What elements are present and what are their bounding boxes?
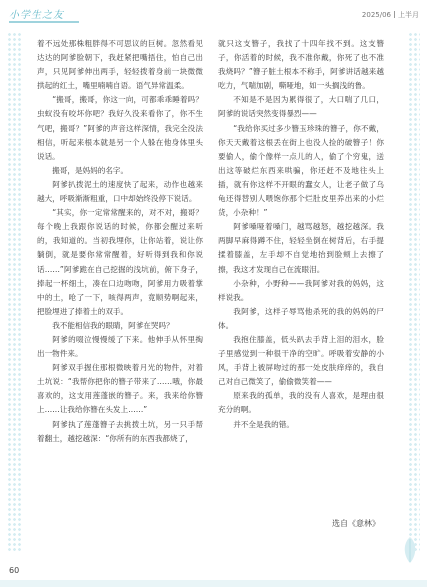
paragraph: “其实，你一定常常醒来的，对不对，搬哥？每个晚上我跟你说话的时候，你都会醒过来听的，我知道的。当初我埋你，让你站着，说让你躺倒，就是要你常常醒着，好听得到我和你说话……”阿爹跪在自己挖掘的浅坑前，俯下身子，捧起一杯细土，凑在口边吻吻，阿爹用力吸着掌中的土，呛了一下，咳得两声，竟顺势啊起来，把脸埋进了捧着土的双手。 xyxy=(37,208,203,316)
paragraph: 阿爹执了莲蓬簪子去挑拨土坑，另一只手帮着翻土，越挖越深：“你所有的东西我都烧了， xyxy=(37,419,203,443)
paragraph: 并不全是我的错。 xyxy=(233,419,294,429)
right-text-column xyxy=(218,37,384,432)
decorative-leaf-icon xyxy=(399,535,421,565)
paragraph: 原来我的孤单，我的没有人喜欢，是理由很充分的啊。 xyxy=(218,391,384,415)
paragraph: 小杂种，小野种——我阿爹对我的妈妈，这样说我。 xyxy=(218,278,384,302)
magazine-logo: 小学生之友 xyxy=(9,10,64,21)
paragraph: 阿爹扒拨泥土的速度快了起来，动作也越来越大，呼吸渐渐粗重，口中却始终没停下说话。 xyxy=(37,179,203,204)
paragraph: 着不远处那株粗胖得不可思议的巨树。忽然看见达达的阿爹脸朝下，我赶紧把嘴捂住，怕自己出声，只见阿爹伸出两手，轻轻拨着身前一块微微拱起的红土，嘴里喃喃自语。语气异常温柔。 xyxy=(37,39,203,91)
issue-half: 上半月 xyxy=(398,11,419,19)
paragraph: 阿爹双手握住那根微映着月光的物件，对着土坑说：“我帮你把你的簪子带来了……哦，你最喜欢的，这支用莲蓬嵌的簪子。来，我来给你簪上……让我给你簪在头发上……” xyxy=(37,363,203,415)
paragraph: 阿爹的啜泣慢慢缓了下来。他伸手从怀里掏出一物件来。 xyxy=(37,334,203,359)
page-number: 60 xyxy=(9,566,20,575)
paragraph: 不知是不是因为累得很了，大口喘了几口，阿爹的说话突然变得暴烈—— xyxy=(218,95,384,119)
footer-band xyxy=(0,580,427,587)
left-text-column xyxy=(37,37,203,446)
paragraph: “我给你买过多少簪玉珍珠的簪子，你不戴，你天天戴着这根丢在街上也没人捡的破簪子！你要偷人，偷个像样一点儿的人，偷了个穷鬼，送出这等破烂东西来哄骗，你还赶不及地往头上插，就有你这样不开眼的蠢女人，让老子做了乌龟还得替别人喂饱你那个烂肚皮里养出来的小烂货，小杂种！” xyxy=(218,123,384,218)
paragraph: 我抱住膝盖，低头趴去手背上泪的泪水，脸子里感觉到一种很干净的空旷。呼吸着安静的小风，手背上被屏吻过的那一处皮肤痒痒的，我自己对自己微笑了，偷偷微笑着—— xyxy=(218,334,384,387)
paragraph: 我不能相信我的眼睛，阿爹在哭吗？ xyxy=(52,320,174,330)
right-dot-pattern xyxy=(408,32,420,552)
left-dot-pattern xyxy=(7,32,21,552)
issue-label xyxy=(362,10,419,20)
issue-separator xyxy=(394,11,395,18)
paragraph: 就只这支簪子，我找了十四年找不到。这支簪子，你活着的时候，我不准你戴，你死了也不准我烧吗？”簪子脏土根本不称手，阿爹讲话越来越吃力，气喘加剧，嘶哑地，如一头搁浅的鲁。 xyxy=(218,39,384,91)
logo-underline xyxy=(9,21,79,23)
paragraph: “搬哥，搬哥，你这一向，可都乖乖睡着吗？虫蚁没有咬坏你吧？我好久没来看你了，你不生气吧，搬哥？”阿爹的声音这样深情，我完全没法相信，听起来根本就是另一个人躲在他身体里头说话。 xyxy=(37,95,203,161)
paragraph: 阿爹嗓哑着嗓门，越骂越怒，越挖越深。我两脚早麻得蹲不住，轻轻坐倒在树背后，右手提揉着膝盖，左手却不自觉地抬到脸颊上去擦了擦，我这才发现自己在流眼泪。 xyxy=(218,222,384,274)
paragraph: 我阿爹，这样子辱骂他杀死的我的妈妈的尸体。 xyxy=(218,306,384,330)
paragraph: 搬哥，是妈妈的名字。 xyxy=(52,165,129,175)
issue-date: 2025/06 xyxy=(361,11,391,19)
source-attribution: 选自《意林》 xyxy=(332,519,380,528)
